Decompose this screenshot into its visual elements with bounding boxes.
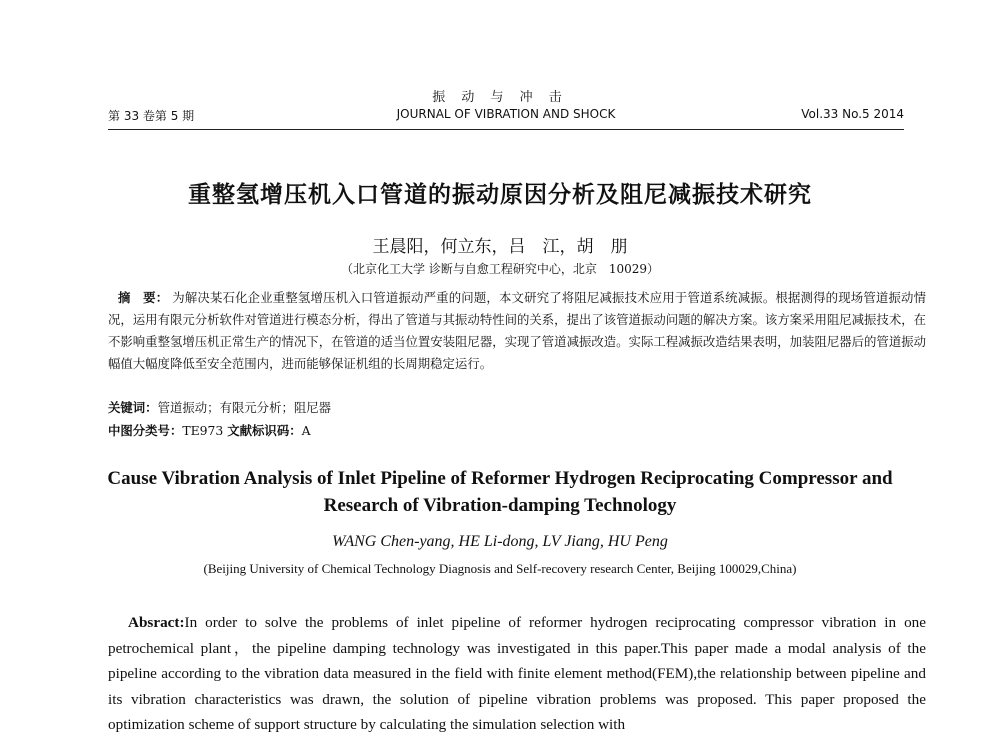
paper-title-en-line1: Cause Vibration Analysis of Inlet Pipeline of Reformer Hydrogen Reciprocating Compressor and [107, 468, 893, 489]
authors-cn: 王晨阳，何立东，吕 江，胡 朋 [372, 237, 628, 257]
doc-code-value: A [301, 423, 311, 438]
keywords-cn [108, 398, 926, 416]
clc-value: TE973 [182, 423, 224, 438]
header-rule [108, 129, 904, 130]
abstract-cn [108, 287, 926, 375]
paper-title-en [100, 465, 900, 519]
running-header [108, 107, 904, 127]
paper-title-cn: 重整氢增压机入口管道的振动原因分析及阻尼减振技术研究 [188, 182, 812, 208]
abstract-en [108, 610, 926, 738]
abstract-cn-text: 为解决某石化企业重整氢增压机入口管道振动严重的问题，本文研究了将阻尼减振技术应用于管道系统减振。根据测得的现场管道振动情况，运用有限元分析软件对管道进行模态分析，得出了管道与其振动特性间的关系，提出了该管道振动问题的解决方案。该方案采用阻尼减振技术，在不影响重整氢增压机正常生产的情况下，在管道的适当位置安装阻尼器，实现了管道减振改造。实际工程减振改造结果表明，加装阻尼器后的管道振动幅值大幅度降低至安全范围内，进而能够保证机组的长周期稳定运行。 [108, 290, 927, 371]
issue-en: Vol.33 No.5 2014 [801, 107, 904, 121]
issue-cn: 第 33 卷第 5 期 [108, 109, 195, 123]
classification-cn [108, 421, 926, 439]
authors-en: WANG Chen-yang, HE Li-dong, LV Jiang, HU Peng [332, 533, 668, 550]
abstract-en-label: Absract: [128, 614, 185, 631]
doc-code-label: 文献标识码： [227, 423, 302, 438]
keywords-cn-text: 管道振动；有限元分析；阻尼器 [157, 400, 332, 415]
journal-name-en: JOURNAL OF VIBRATION AND SHOCK [396, 107, 616, 121]
clc-label: 中图分类号： [108, 423, 183, 438]
abstract-cn-label: 摘 要： [118, 290, 169, 305]
affiliation-en: (Beijing University of Chemical Technology Diagnosis and Self-recovery research Center, Beijing 100029,China) [203, 561, 797, 576]
paper-title-en-line2: Research of Vibration-damping Technology [323, 495, 677, 516]
journal-name-cn: 振 动 与 冲 击 [432, 90, 568, 105]
keywords-cn-label: 关键词： [108, 400, 158, 415]
abstract-en-text: In order to solve the problems of inlet pipeline of reformer hydrogen reciprocating compressor vibration in one petrochemical plant，the pipeline damping technology was investigated in this paper.This paper made a modal analysis of the pipeline according to the vibration data measured in the field with finite element method(FEM),the relationship between pipeline and its vibration characteristics was drawn, the solution of pipeline vibration problems was proposed. This paper proposed the optimization scheme of support structure by calculating the simulation selection with [108, 614, 926, 733]
affiliation-cn: （北京化工大学 诊断与自愈工程研究中心，北京 10029） [341, 262, 659, 276]
